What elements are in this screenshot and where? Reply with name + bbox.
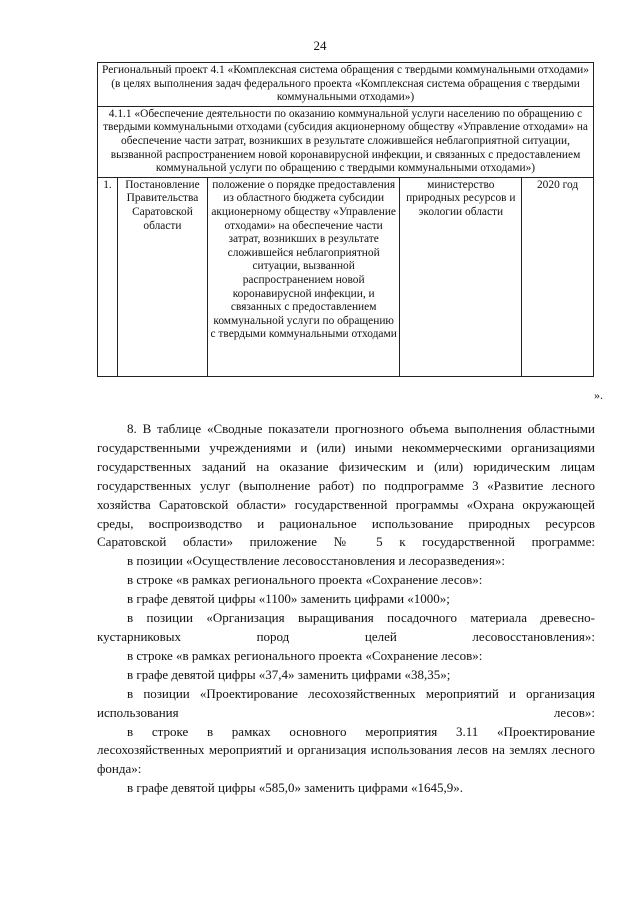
- row-number-cell: 1.: [98, 177, 118, 376]
- executor-cell: министерство природных ресурсов и экологии области: [400, 177, 522, 376]
- table-row: [98, 177, 594, 376]
- amendment-line: в позиции «Проектирование лесохозяйственных мероприятий и организация использования лесов»:: [97, 685, 595, 720]
- closing-quote-mark: ».: [594, 388, 603, 402]
- amendment-line: в позиции «Осуществление лесовосстановления и лесоразведения»:: [127, 553, 505, 569]
- amendment-line: в строке в рамках основного мероприятия 3.11 «Проектирование лесохозяйственных мероприятий и организация использования лесов на землях лесного фонда»:: [97, 723, 595, 777]
- regional-project-header: Региональный проект 4.1 «Комплексная система обращения с твердыми коммунальными отходами» (в целях выполнения задач федерального проекта «Комплексная система обращения с твердыми коммунальными отходами»): [98, 63, 594, 107]
- amendment-text: [97, 420, 595, 798]
- document-type-cell: Постановление Правительства Саратовской области: [117, 177, 207, 376]
- intro-paragraph: 8. В таблице «Сводные показатели прогнозного объема выполнения областными государственными учреждениями и (или) иными некоммерческими организациями государственных заданий на оказание физическим и (или) юридическим лицам государственных услуг (выполнение работ) по подпрограмме 3 «Развитие лесного хозяйства Саратовской области» государственной программы «Охрана окружающей среды, воспроизводство и рациональное использование природных ресурсов Саратовской области» приложение № 5 к государственной программе:: [97, 421, 595, 550]
- page-number: 24: [313, 38, 327, 53]
- deadline-cell: 2020 год: [522, 177, 594, 376]
- amendment-line: в графе девятой цифры «585,0» заменить цифрами «1645,9».: [127, 780, 464, 796]
- amendment-line: в графе девятой цифры «37,4» заменить цифрами «38,35»;: [127, 666, 451, 682]
- amendment-line: в строке «в рамках регионального проекта «Сохранение лесов»:: [127, 572, 483, 588]
- regional-project-row: [98, 63, 594, 107]
- amendment-line: в графе девятой цифры «1100» заменить цифрами «1000»;: [127, 591, 450, 607]
- measures-table: [97, 62, 594, 377]
- subsection-row: [98, 106, 594, 177]
- subsection-header: 4.1.1 «Обеспечение деятельности по оказанию коммунальной услуги населению по обращению с твердыми коммунальными отходами (субсидия акционерному обществу «Управление отходами» на обеспечение части затрат, возникших в результате сложившейся неблагоприятной ситуации, вызванной распространением новой коронавирусной инфекции, и связанных с предоставлением коммунальной услуги по обращению с твердыми коммунальными отходами»): [98, 106, 594, 177]
- document-title-cell: положение о порядке предоставления из областного бюджета субсидии акционерному обществу «Управление отходами» на обеспечение части затрат, возникших в результате сложившейся неблагоприятной ситуации, вызванной распространением новой коронавирусной инфекции, и связанных с предоставлением коммунальной услуги по обращению с твердыми коммунальными отходами: [207, 177, 400, 376]
- amendment-line: в строке «в рамках регионального проекта «Сохранение лесов»:: [127, 647, 483, 663]
- amendment-line: в позиции «Организация выращивания посадочного материала древесно-кустарниковых пород целей лесовосстановления»:: [97, 610, 595, 644]
